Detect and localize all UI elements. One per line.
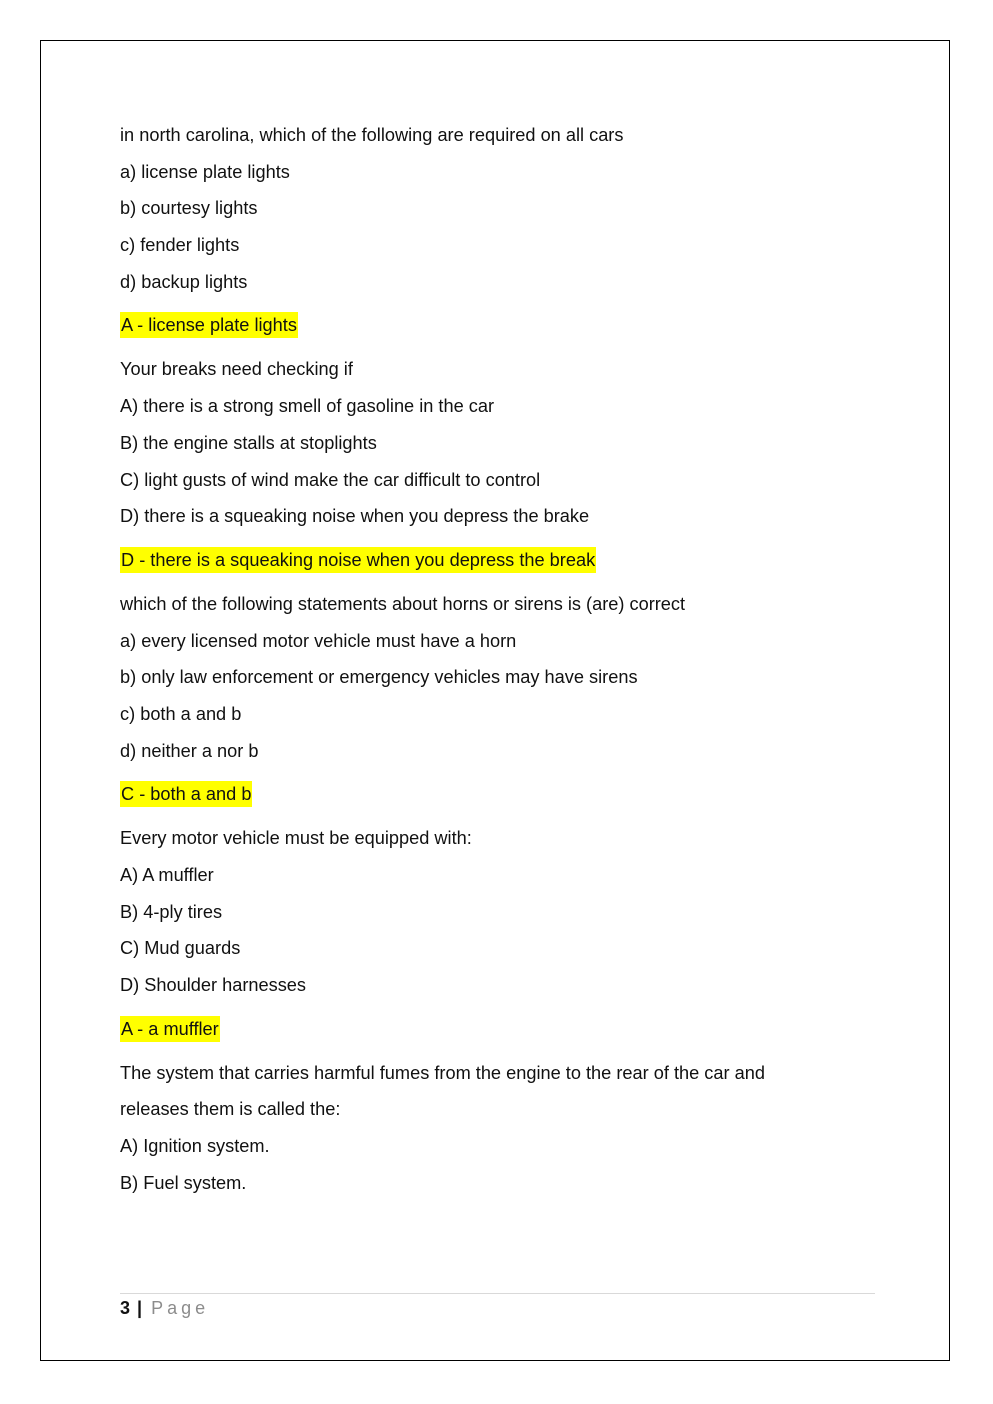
document-body <box>120 117 880 1202</box>
answer-option: A) Ignition system. <box>120 1136 270 1157</box>
question-block <box>120 351 880 584</box>
answer-option: b) courtesy lights <box>120 198 258 219</box>
footer-separator: | <box>137 1298 143 1318</box>
answer-option: A) there is a strong smell of gasoline in the car <box>120 396 495 417</box>
question-text: which of the following statements about horns or sirens is (are) correct <box>120 593 686 614</box>
footer-divider <box>120 1293 875 1294</box>
answer-option: A) A muffler <box>120 865 214 885</box>
answer-option: C) light gusts of wind make the car difficult to control <box>120 469 541 490</box>
answer-option: B) Fuel system. <box>120 1172 247 1193</box>
highlighted-answer: C - both a and b <box>120 781 252 807</box>
page-label: Page <box>151 1298 210 1318</box>
answer-option: d) backup lights <box>120 271 248 292</box>
question-block <box>120 117 880 350</box>
question-block <box>120 1055 880 1202</box>
highlighted-answer: A - a muffler <box>120 1016 220 1042</box>
question-text: Every motor vehicle must be equipped with: <box>120 828 472 849</box>
answer-option: D) there is a squeaking noise when you depress the brake <box>120 506 590 527</box>
answer-option: c) fender lights <box>120 235 240 256</box>
question-block <box>120 586 880 819</box>
highlighted-answer: D - there is a squeaking noise when you depress the break <box>120 547 596 573</box>
page-footer <box>120 1296 209 1320</box>
question-text: in north carolina, which of the following are required on all cars <box>120 125 624 145</box>
highlighted-answer: A - license plate lights <box>120 312 298 338</box>
answer-option: B) the engine stalls at stoplights <box>120 432 377 453</box>
answer-option: C) Mud guards <box>120 938 241 959</box>
answer-option: d) neither a nor b <box>120 740 259 761</box>
question-text: Your breaks need checking if <box>120 359 353 380</box>
page-number: 3 <box>120 1298 131 1318</box>
question-text: The system that carries harmful fumes from the engine to the rear of the car and <box>120 1062 765 1083</box>
answer-option: a) license plate lights <box>120 161 290 182</box>
answer-option: D) Shoulder harnesses <box>120 975 307 996</box>
answer-option: B) 4-ply tires <box>120 901 223 922</box>
answer-option: a) every licensed motor vehicle must have a horn <box>120 630 517 651</box>
question-block <box>120 820 880 1053</box>
answer-option: b) only law enforcement or emergency vehicles may have sirens <box>120 667 638 688</box>
answer-option: c) both a and b <box>120 703 242 724</box>
question-text-continued: releases them is called the: <box>120 1099 341 1120</box>
